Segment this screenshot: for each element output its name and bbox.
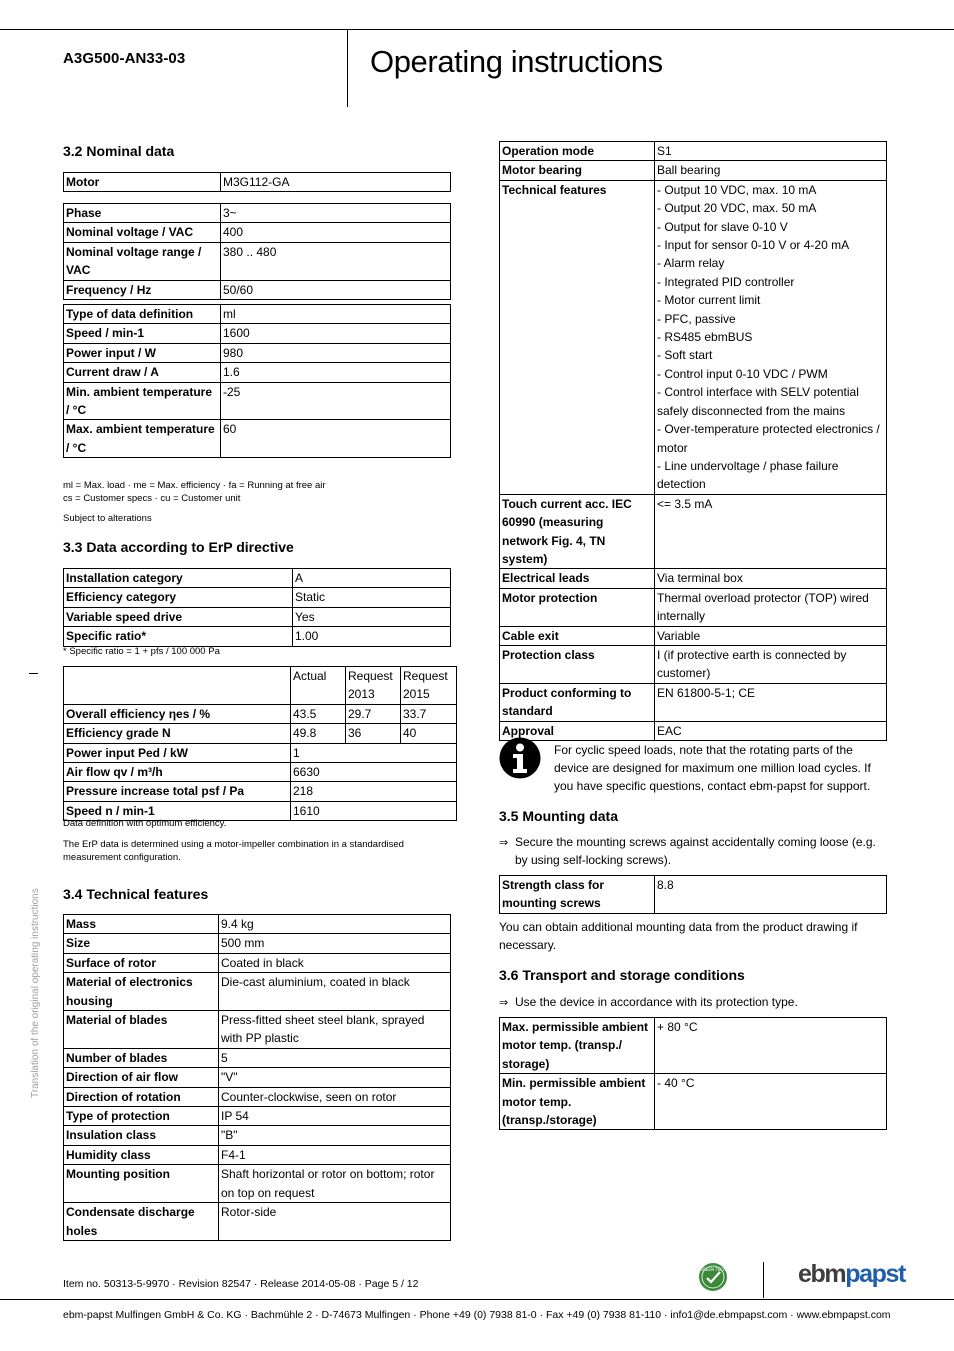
table-row bbox=[500, 626, 887, 645]
row-label: Min. ambient temperature / °C bbox=[64, 382, 221, 420]
row-value: 380 .. 480 bbox=[221, 242, 451, 280]
table-row bbox=[64, 743, 457, 762]
table-row bbox=[500, 494, 887, 569]
row-value: + 80 °C bbox=[655, 1018, 887, 1074]
row-label: Frequency / Hz bbox=[64, 280, 221, 299]
row-value: 400 bbox=[221, 223, 451, 242]
margin-tick bbox=[29, 673, 38, 674]
table-row bbox=[64, 173, 451, 192]
mounting-instruction: ⇒ Secure the mounting screws against accidentally coming loose (e.g. by using self-locking screws). bbox=[499, 835, 876, 867]
row-value: A bbox=[293, 569, 451, 588]
row-value: Static bbox=[293, 588, 451, 607]
row-label: Electrical leads bbox=[500, 569, 655, 588]
row-label: Variable speed drive bbox=[64, 607, 293, 626]
row-label: Specific ratio* bbox=[64, 627, 293, 646]
table-row bbox=[500, 1074, 887, 1130]
ebmpapst-logo: ebmpapst bbox=[798, 1260, 905, 1288]
row-value: 8.8 bbox=[655, 876, 887, 914]
specific-ratio-footnote: * Specific ratio = 1 + pfs / 100 000 Pa bbox=[63, 646, 220, 657]
row-value: 40 bbox=[401, 724, 457, 743]
row-value: 1.6 bbox=[221, 363, 451, 382]
alteration-note: Subject to alterations bbox=[63, 513, 152, 524]
row-label: Protection class bbox=[500, 645, 655, 683]
footer-rule bbox=[0, 1299, 954, 1300]
table-row bbox=[64, 782, 457, 801]
row-label: Max. ambient temperature / °C bbox=[64, 420, 221, 458]
table-row bbox=[500, 180, 887, 494]
row-label: Min. permissible ambient motor temp. (transp./storage) bbox=[500, 1074, 655, 1130]
row-label: Power input Ped / kW bbox=[64, 743, 291, 762]
row-label: Size bbox=[64, 934, 219, 953]
row-label: Mounting position bbox=[64, 1165, 219, 1203]
row-value: Yes bbox=[293, 607, 451, 626]
row-label: Product conforming to standard bbox=[500, 683, 655, 721]
row-label: Pressure increase total psf / Pa bbox=[64, 782, 291, 801]
table-row bbox=[64, 242, 451, 280]
row-value: 1 bbox=[291, 743, 457, 762]
row-label: Cable exit bbox=[500, 626, 655, 645]
table-row bbox=[64, 627, 451, 646]
row-value: 3~ bbox=[221, 204, 451, 223]
row-label: Max. permissible ambient motor temp. (transp./ storage) bbox=[500, 1018, 655, 1074]
erp-note-1: Data definition with optimum efficiency. bbox=[63, 818, 227, 829]
row-value: Thermal overload protector (TOP) wired internally bbox=[655, 588, 887, 626]
operation-table bbox=[499, 141, 887, 741]
row-value: "V" bbox=[219, 1068, 451, 1087]
row-value: 29.7 bbox=[346, 704, 401, 723]
table-row bbox=[64, 1165, 451, 1203]
row-label: Motor bbox=[64, 173, 221, 192]
table-row bbox=[64, 953, 451, 972]
blank-cell bbox=[64, 667, 291, 705]
electrical-table bbox=[63, 203, 451, 300]
mounting-note: You can obtain additional mounting data from the product drawing if necessary. bbox=[499, 920, 858, 952]
row-value: Ball bearing bbox=[655, 161, 887, 180]
motor-table bbox=[63, 172, 451, 192]
row-value: 1610 bbox=[291, 801, 457, 820]
table-row bbox=[64, 973, 451, 1011]
row-value: EN 61800-5-1; CE bbox=[655, 683, 887, 721]
table-header-row bbox=[64, 667, 457, 705]
table-row bbox=[500, 683, 887, 721]
mounting-table bbox=[499, 875, 887, 914]
row-label: Touch current acc. IEC 60990 (measuring network Fig. 4, TN system) bbox=[500, 494, 655, 569]
table-row bbox=[64, 915, 451, 934]
table-row bbox=[64, 420, 451, 458]
table-row bbox=[64, 363, 451, 382]
row-value: -25 bbox=[221, 382, 451, 420]
arrow-icon: ⇒ bbox=[499, 837, 509, 849]
row-label: Insulation class bbox=[64, 1126, 219, 1145]
row-value: 218 bbox=[291, 782, 457, 801]
row-value: 500 mm bbox=[219, 934, 451, 953]
row-value: 36 bbox=[346, 724, 401, 743]
legend-note-1: ml = Max. load · me = Max. efficiency · fa = Running at free air bbox=[63, 480, 326, 491]
row-value: "B" bbox=[219, 1126, 451, 1145]
row-value: 50/60 bbox=[221, 280, 451, 299]
row-value: 43.5 bbox=[291, 704, 346, 723]
table-row bbox=[64, 1107, 451, 1126]
row-value: Press-fitted sheet steel blank, sprayed with PP plastic bbox=[219, 1011, 451, 1049]
row-value: Die-cast aluminium, coated in black bbox=[219, 973, 451, 1011]
table-row bbox=[500, 569, 887, 588]
row-value: Shaft horizontal or rotor on bottom; rotor on top on request bbox=[219, 1165, 451, 1203]
table-row bbox=[64, 704, 457, 723]
row-value: 980 bbox=[221, 343, 451, 362]
row-label: Material of blades bbox=[64, 1011, 219, 1049]
section-3-4-heading: 3.4 Technical features bbox=[63, 886, 209, 902]
section-3-3-heading: 3.3 Data according to ErP directive bbox=[63, 539, 294, 555]
row-label: Efficiency grade N bbox=[64, 724, 291, 743]
technical-features-table bbox=[63, 914, 451, 1241]
row-label: Technical features bbox=[500, 180, 655, 494]
legend-note-2: cs = Customer specs · cu = Customer unit bbox=[63, 493, 241, 504]
table-row bbox=[500, 645, 887, 683]
row-value: ml bbox=[221, 305, 451, 324]
table-row bbox=[64, 223, 451, 242]
row-label: Material of electronics housing bbox=[64, 973, 219, 1011]
row-label: Motor bearing bbox=[500, 161, 655, 180]
table-row bbox=[64, 280, 451, 299]
column-header: Request 2015 bbox=[401, 667, 457, 705]
table-row bbox=[64, 343, 451, 362]
row-label: Power input / W bbox=[64, 343, 221, 362]
row-value: - Output 10 VDC, max. 10 mA - Output 20 VDC, max. 50 mA - Output for slave 0-10 V - Input for sensor 0-10 V or 4-20 mA - Alarm relay - Integrated PID controller - Motor current limit - PFC, passive - RS485 ebmBUS - Soft start - Control input 0-10 VDC / PWM - Control interface with SELV potential safely disconnected from the mains - Over-temperature protected electronics / motor - Line undervoltage / phase failure detection bbox=[655, 180, 887, 494]
company-address: ebm-papst Mulfingen GmbH & Co. KG · Bachmühle 2 · D-74673 Mulfingen · Phone +49 (0) 7938 81-0 · Fax +49 (0) 7938 81-110 · info1@de.ebmpapst.com · www.ebmpapst.com bbox=[63, 1309, 891, 1321]
row-value: <= 3.5 mA bbox=[655, 494, 887, 569]
row-label: Direction of rotation bbox=[64, 1087, 219, 1106]
table-row bbox=[500, 721, 887, 740]
row-label: Phase bbox=[64, 204, 221, 223]
row-label: Condensate discharge holes bbox=[64, 1203, 219, 1241]
row-label: Operation mode bbox=[500, 142, 655, 161]
row-value: Counter-clockwise, seen on rotor bbox=[219, 1087, 451, 1106]
row-value: Variable bbox=[655, 626, 887, 645]
row-value: F4-1 bbox=[219, 1145, 451, 1164]
row-label: Strength class for mounting screws bbox=[500, 876, 655, 914]
table-row bbox=[64, 1203, 451, 1241]
svg-text:GREEN TECH: GREEN TECH bbox=[700, 1267, 726, 1272]
table-row bbox=[500, 161, 887, 180]
row-value: - 40 °C bbox=[655, 1074, 887, 1130]
row-value: Via terminal box bbox=[655, 569, 887, 588]
header-divider bbox=[347, 29, 348, 107]
row-label: Type of protection bbox=[64, 1107, 219, 1126]
table-row bbox=[500, 142, 887, 161]
section-3-6-heading: 3.6 Transport and storage conditions bbox=[499, 967, 745, 983]
table-row bbox=[64, 588, 451, 607]
row-label: Nominal voltage / VAC bbox=[64, 223, 221, 242]
row-value: S1 bbox=[655, 142, 887, 161]
row-value: M3G112-GA bbox=[221, 173, 451, 192]
erp-note-2: The ErP data is determined using a motor-impeller combination in a standardised measurement configuration. bbox=[63, 839, 404, 863]
row-label: Humidity class bbox=[64, 1145, 219, 1164]
row-value: 49.8 bbox=[291, 724, 346, 743]
row-value: 5 bbox=[219, 1048, 451, 1067]
table-row bbox=[64, 1068, 451, 1087]
row-value: 60 bbox=[221, 420, 451, 458]
table-row bbox=[64, 724, 457, 743]
row-label: Speed / min-1 bbox=[64, 324, 221, 343]
row-value: EAC bbox=[655, 721, 887, 740]
table-row bbox=[64, 1087, 451, 1106]
nominal-data-table bbox=[63, 304, 451, 458]
table-row bbox=[64, 1048, 451, 1067]
table-row bbox=[64, 305, 451, 324]
green-tech-badge bbox=[698, 1262, 728, 1292]
side-note: Translation of the original operating instructions bbox=[30, 888, 41, 1098]
row-label: Type of data definition bbox=[64, 305, 221, 324]
erp-category-table bbox=[63, 568, 451, 647]
table-row bbox=[64, 382, 451, 420]
column-header: Actual bbox=[291, 667, 346, 705]
table-row bbox=[64, 934, 451, 953]
table-row bbox=[64, 1145, 451, 1164]
row-label: Motor protection bbox=[500, 588, 655, 626]
column-header: Request 2013 bbox=[346, 667, 401, 705]
info-text: For cyclic speed loads, note that the rotating parts of the device are designed for maximum one million load cycles. If you have specific questions, contact ebm-papst for support. bbox=[554, 743, 871, 793]
table-row bbox=[64, 324, 451, 343]
row-value: Rotor-side bbox=[219, 1203, 451, 1241]
row-label: Installation category bbox=[64, 569, 293, 588]
row-label: Overall efficiency ηes / % bbox=[64, 704, 291, 723]
table-row bbox=[64, 607, 451, 626]
row-label: Approval bbox=[500, 721, 655, 740]
header-top-rule bbox=[0, 29, 954, 30]
row-value: Coated in black bbox=[219, 953, 451, 972]
table-row bbox=[500, 1018, 887, 1074]
section-3-5-heading: 3.5 Mounting data bbox=[499, 808, 618, 824]
row-value: 1.00 bbox=[293, 627, 451, 646]
arrow-icon: ⇒ bbox=[499, 997, 509, 1009]
row-label: Speed n / min-1 bbox=[64, 801, 291, 820]
table-row bbox=[64, 1011, 451, 1049]
table-row bbox=[500, 588, 887, 626]
table-row bbox=[500, 876, 887, 914]
row-label: Air flow qv / m³/h bbox=[64, 763, 291, 782]
storage-table bbox=[499, 1017, 887, 1130]
erp-efficiency-table bbox=[63, 666, 457, 821]
page-title: Operating instructions bbox=[370, 44, 663, 79]
row-label: Mass bbox=[64, 915, 219, 934]
info-icon bbox=[499, 737, 541, 779]
row-value: 1600 bbox=[221, 324, 451, 343]
row-label: Efficiency category bbox=[64, 588, 293, 607]
row-value: 33.7 bbox=[401, 704, 457, 723]
row-label: Nominal voltage range / VAC bbox=[64, 242, 221, 280]
row-label: Number of blades bbox=[64, 1048, 219, 1067]
table-row bbox=[64, 763, 457, 782]
footer-divider bbox=[763, 1262, 764, 1298]
row-value: IP 54 bbox=[219, 1107, 451, 1126]
section-3-2-heading: 3.2 Nominal data bbox=[63, 143, 175, 159]
row-label: Direction of air flow bbox=[64, 1068, 219, 1087]
model-number: A3G500-AN33-03 bbox=[63, 50, 186, 67]
table-row bbox=[64, 569, 451, 588]
row-label: Current draw / A bbox=[64, 363, 221, 382]
row-label: Surface of rotor bbox=[64, 953, 219, 972]
table-row bbox=[64, 204, 451, 223]
item-info: Item no. 50313-5-9970 · Revision 82547 · Release 2014-05-08 · Page 5 / 12 bbox=[63, 1278, 419, 1290]
row-value: 6630 bbox=[291, 763, 457, 782]
row-value: 9.4 kg bbox=[219, 915, 451, 934]
transport-instruction: ⇒ Use the device in accordance with its protection type. bbox=[499, 993, 889, 1012]
table-row bbox=[64, 1126, 451, 1145]
row-value: I (if protective earth is connected by customer) bbox=[655, 645, 887, 683]
